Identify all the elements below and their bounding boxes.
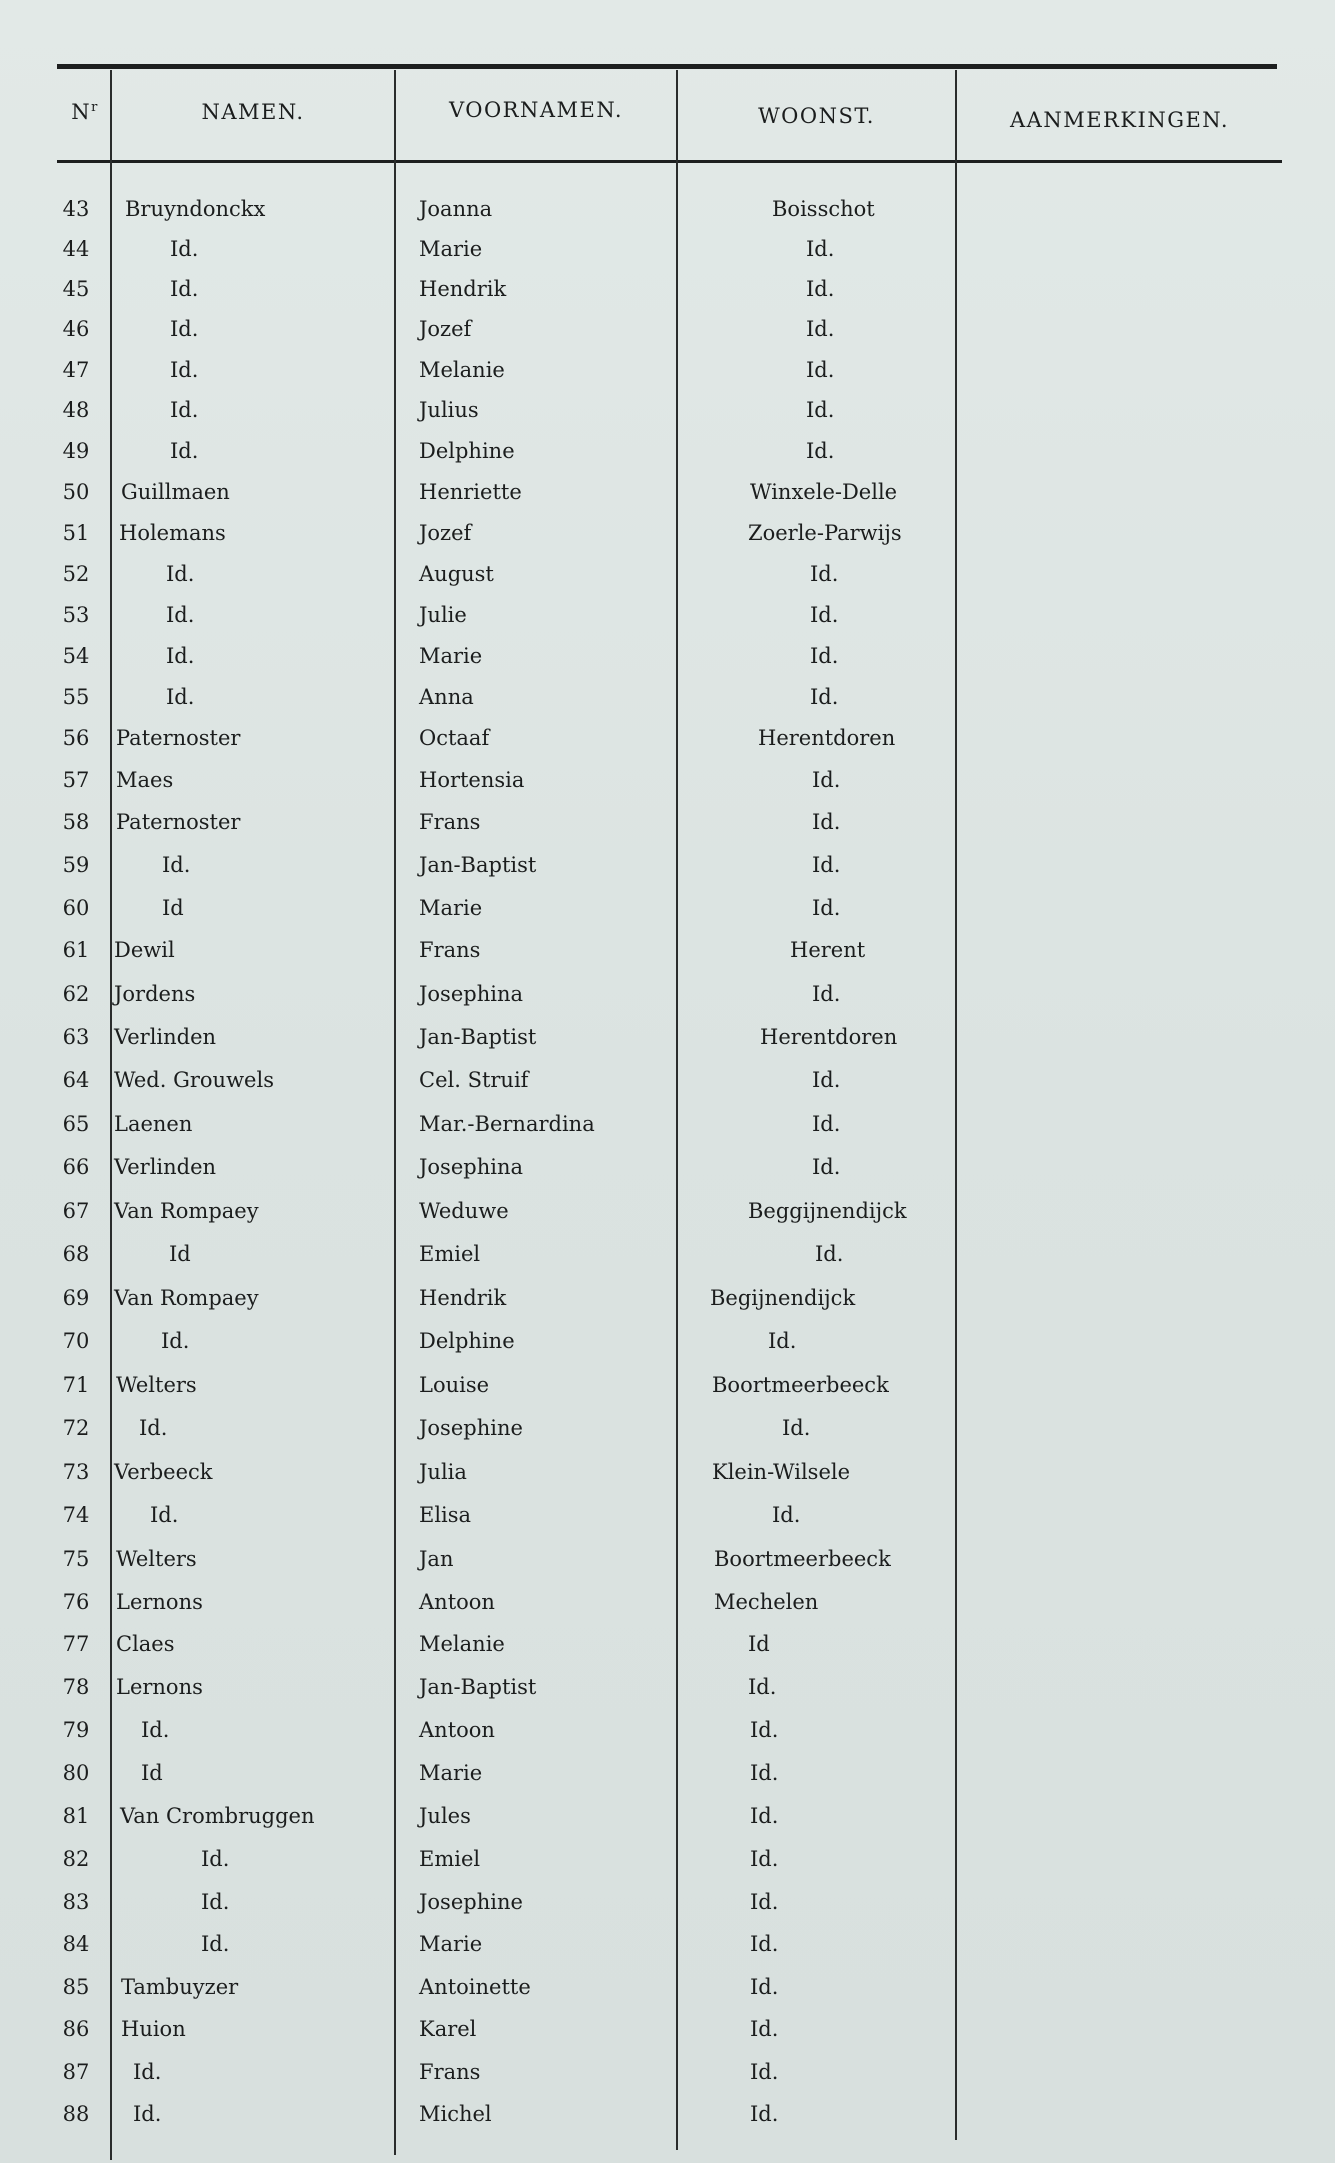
row-name: Paternoster <box>116 726 241 750</box>
header-namen: NAMEN. <box>201 100 305 124</box>
row-name: Welters <box>116 1373 197 1397</box>
table-row <box>0 1191 1335 1231</box>
row-first-name: Delphine <box>419 439 515 463</box>
row-number: 68 <box>62 1242 90 1266</box>
row-first-name: Antoon <box>419 1590 495 1614</box>
row-residence: Id. <box>750 2060 779 2084</box>
row-first-name: Marie <box>419 1932 483 1956</box>
row-residence: Boortmeerbeeck <box>712 1373 889 1397</box>
row-number: 57 <box>62 768 90 792</box>
table-row <box>0 1234 1335 1274</box>
row-number: 86 <box>62 2017 90 2041</box>
row-residence: Winxele-Delle <box>750 480 898 504</box>
row-first-name: Jan-Baptist <box>419 1025 537 1049</box>
row-residence: Id. <box>806 439 835 463</box>
row-residence: Id. <box>812 1155 841 1179</box>
row-residence: Herentdoren <box>758 726 896 750</box>
row-first-name: Jozef <box>419 521 472 545</box>
row-name: Jordens <box>114 982 196 1006</box>
row-number: 83 <box>62 1890 90 1914</box>
row-residence: Id. <box>750 1975 779 1999</box>
table-row <box>0 1365 1335 1405</box>
header-aanmerkingen: AANMERKINGEN. <box>1009 108 1230 132</box>
row-first-name: Henriette <box>419 480 522 504</box>
row-number: 66 <box>62 1155 90 1179</box>
table-row <box>0 1147 1335 1187</box>
table-row <box>0 189 1335 229</box>
row-residence: Begijnendijck <box>710 1286 856 1310</box>
row-residence: Id. <box>750 1847 779 1871</box>
row-number: 77 <box>62 1632 90 1656</box>
header-woonst: WOONST. <box>758 104 875 128</box>
table-row <box>0 390 1335 430</box>
row-residence: Beggijnendijck <box>748 1199 907 1223</box>
row-residence: Herentdoren <box>760 1025 898 1049</box>
row-residence: Id. <box>812 1112 841 1136</box>
table-row <box>0 229 1335 269</box>
row-name: Paternoster <box>116 810 241 834</box>
table-row <box>0 1452 1335 1492</box>
row-name: Id. <box>141 1718 170 1742</box>
row-name: Bruyndonckx <box>125 197 266 221</box>
row-name: Id. <box>201 1932 230 1956</box>
row-number: 55 <box>62 685 90 709</box>
table-row <box>0 1753 1335 1793</box>
table-row <box>0 1796 1335 1836</box>
row-residence: Id. <box>750 1804 779 1828</box>
row-number: 44 <box>62 237 90 261</box>
table-row <box>0 1408 1335 1448</box>
row-number: 53 <box>62 603 90 627</box>
row-residence: Herent <box>790 938 866 962</box>
row-number: 52 <box>62 562 90 586</box>
row-first-name: Jan-Baptist <box>419 1675 537 1699</box>
row-name: Claes <box>116 1632 175 1656</box>
row-name: Id. <box>166 685 195 709</box>
table-row <box>0 2094 1335 2134</box>
row-number: 56 <box>62 726 90 750</box>
table-row <box>0 1582 1335 1622</box>
row-residence: Id. <box>810 685 839 709</box>
row-first-name: Marie <box>419 896 483 920</box>
row-residence: Id. <box>806 277 835 301</box>
row-name: Id. <box>161 1329 190 1353</box>
row-first-name: Josephina <box>419 982 523 1006</box>
row-residence: Boortmeerbeeck <box>714 1547 891 1571</box>
row-name: Id. <box>162 853 191 877</box>
row-number: 46 <box>62 317 90 341</box>
row-number: 47 <box>62 358 90 382</box>
row-name: Id <box>141 1761 163 1785</box>
table-row <box>0 1104 1335 1144</box>
row-number: 85 <box>62 1975 90 1999</box>
row-name: Van Rompaey <box>114 1286 259 1310</box>
row-name: Holemans <box>119 521 226 545</box>
row-residence: Id. <box>806 358 835 382</box>
row-first-name: Karel <box>419 2017 477 2041</box>
row-number: 72 <box>62 1416 90 1440</box>
row-number: 64 <box>62 1068 90 1092</box>
table-row <box>0 1017 1335 1057</box>
row-number: 79 <box>62 1718 90 1742</box>
row-name: Wed. Grouwels <box>114 1068 274 1092</box>
row-number: 61 <box>62 938 90 962</box>
row-residence: Id. <box>812 1068 841 1092</box>
table-row <box>0 1495 1335 1535</box>
row-first-name: Frans <box>419 810 481 834</box>
row-number: 70 <box>62 1329 90 1353</box>
row-number: 62 <box>62 982 90 1006</box>
row-name: Id. <box>166 562 195 586</box>
row-first-name: Josephine <box>419 1890 523 1914</box>
row-name: Id. <box>150 1503 179 1527</box>
row-residence: Id. <box>750 1761 779 1785</box>
row-name: Tambuyzer <box>121 1975 239 1999</box>
table-row <box>0 1667 1335 1707</box>
row-first-name: Anna <box>419 685 474 709</box>
row-first-name: Hortensia <box>419 768 525 792</box>
row-first-name: Julia <box>419 1460 467 1484</box>
row-number: 69 <box>62 1286 90 1310</box>
row-first-name: Emiel <box>419 1847 481 1871</box>
row-first-name: Delphine <box>419 1329 515 1353</box>
row-first-name: Frans <box>419 2060 481 2084</box>
row-first-name: Jan <box>419 1547 454 1571</box>
row-number: 59 <box>62 853 90 877</box>
row-residence: Id. <box>810 644 839 668</box>
table-row <box>0 677 1335 717</box>
table-row <box>0 2009 1335 2049</box>
row-first-name: Melanie <box>419 358 505 382</box>
row-number: 49 <box>62 439 90 463</box>
row-first-name: Marie <box>419 1761 483 1785</box>
row-first-name: Michel <box>419 2102 492 2126</box>
row-first-name: Weduwe <box>419 1199 509 1223</box>
row-residence: Id. <box>815 1242 844 1266</box>
table-row <box>0 309 1335 349</box>
row-first-name: Louise <box>419 1373 490 1397</box>
row-residence: Id. <box>750 1890 779 1914</box>
row-name: Id. <box>170 317 199 341</box>
table-row <box>0 845 1335 885</box>
row-residence: Mechelen <box>714 1590 819 1614</box>
row-residence: Id. <box>812 896 841 920</box>
row-name: Van Rompaey <box>114 1199 259 1223</box>
row-name: Id. <box>166 603 195 627</box>
table-row <box>0 1839 1335 1879</box>
row-name: Id. <box>201 1890 230 1914</box>
table-row <box>0 269 1335 309</box>
table-row <box>0 1321 1335 1361</box>
row-residence: Id. <box>748 1675 777 1699</box>
row-first-name: Melanie <box>419 1632 505 1656</box>
row-number: 67 <box>62 1199 90 1223</box>
row-number: 88 <box>62 2102 90 2126</box>
row-name: Van Crombruggen <box>120 1804 315 1828</box>
row-name: Guillmaen <box>121 480 230 504</box>
row-name: Verbeeck <box>114 1460 213 1484</box>
table-row <box>0 1924 1335 1964</box>
row-name: Lernons <box>116 1590 203 1614</box>
table-row <box>0 802 1335 842</box>
table-row <box>0 760 1335 800</box>
table-row <box>0 1967 1335 2007</box>
row-name: Id. <box>166 644 195 668</box>
table-row <box>0 554 1335 594</box>
row-first-name: Marie <box>419 644 483 668</box>
row-residence: Id. <box>812 768 841 792</box>
row-residence: Id. <box>806 237 835 261</box>
row-name: Welters <box>116 1547 197 1571</box>
row-number: 65 <box>62 1112 90 1136</box>
row-residence: Id. <box>812 810 841 834</box>
table-row <box>0 513 1335 553</box>
row-number: 82 <box>62 1847 90 1871</box>
row-name: Laenen <box>114 1112 193 1136</box>
row-first-name: Jan-Baptist <box>419 853 537 877</box>
header-voornamen: VOORNAMEN. <box>448 98 624 122</box>
row-number: 51 <box>62 521 90 545</box>
row-first-name: Josephine <box>419 1416 523 1440</box>
row-name: Dewil <box>114 938 175 962</box>
row-residence: Id. <box>782 1416 811 1440</box>
row-number: 60 <box>62 896 90 920</box>
row-number: 63 <box>62 1025 90 1049</box>
row-name: Verlinden <box>114 1155 217 1179</box>
row-name: Id. <box>139 1416 168 1440</box>
table-row <box>0 930 1335 970</box>
row-number: 87 <box>62 2060 90 2084</box>
table-row <box>0 1539 1335 1579</box>
row-residence: Boisschot <box>772 197 875 221</box>
row-name: Id. <box>170 439 199 463</box>
table-row <box>0 1278 1335 1318</box>
row-residence: Id. <box>806 317 835 341</box>
row-number: 45 <box>62 277 90 301</box>
row-name: Id. <box>133 2102 162 2126</box>
row-first-name: Octaaf <box>419 726 490 750</box>
row-number: 58 <box>62 810 90 834</box>
row-first-name: Emiel <box>419 1242 481 1266</box>
row-first-name: Antoinette <box>419 1975 531 1999</box>
row-name: Id. <box>170 277 199 301</box>
row-first-name: Joanna <box>419 197 493 221</box>
table-row <box>0 350 1335 390</box>
row-first-name: Jules <box>419 1804 471 1828</box>
row-first-name: Josephina <box>419 1155 523 1179</box>
row-residence: Id. <box>810 562 839 586</box>
table-row <box>0 1882 1335 1922</box>
header-nr-label: N <box>71 100 92 124</box>
table-row <box>0 1060 1335 1100</box>
row-residence: Id. <box>806 398 835 422</box>
table-row <box>0 431 1335 471</box>
table-row <box>0 595 1335 635</box>
row-first-name: Hendrik <box>419 1286 507 1310</box>
row-residence: Id. <box>750 1718 779 1742</box>
row-number: 48 <box>62 398 90 422</box>
table-row <box>0 718 1335 758</box>
row-first-name: Hendrik <box>419 277 507 301</box>
row-number: 71 <box>62 1373 90 1397</box>
row-first-name: Antoon <box>419 1718 495 1742</box>
row-name: Id. <box>201 1847 230 1871</box>
row-number: 78 <box>62 1675 90 1699</box>
row-residence: Zoerle-Parwijs <box>748 521 902 545</box>
row-number: 75 <box>62 1547 90 1571</box>
row-first-name: Frans <box>419 938 481 962</box>
row-number: 73 <box>62 1460 90 1484</box>
row-name: Lernons <box>116 1675 203 1699</box>
table-row <box>0 472 1335 512</box>
row-number: 84 <box>62 1932 90 1956</box>
table-row <box>0 636 1335 676</box>
row-name: Id. <box>133 2060 162 2084</box>
table-row <box>0 2052 1335 2092</box>
row-first-name: Mar.-Bernardina <box>419 1112 595 1136</box>
row-residence: Id. <box>812 982 841 1006</box>
row-number: 80 <box>62 1761 90 1785</box>
row-residence: Klein-Wilsele <box>712 1460 851 1484</box>
row-number: 54 <box>62 644 90 668</box>
row-name: Id. <box>170 237 199 261</box>
row-residence: Id. <box>812 853 841 877</box>
row-residence: Id <box>748 1632 770 1656</box>
row-residence: Id. <box>768 1329 797 1353</box>
row-name: Maes <box>116 768 174 792</box>
row-first-name: Cel. Struif <box>419 1068 529 1092</box>
row-residence: Id. <box>810 603 839 627</box>
row-name: Huion <box>121 2017 186 2041</box>
row-name: Id <box>169 1242 191 1266</box>
row-first-name: August <box>419 562 494 586</box>
row-name: Id. <box>170 398 199 422</box>
row-first-name: Marie <box>419 237 483 261</box>
row-first-name: Elisa <box>419 1503 472 1527</box>
table-row <box>0 888 1335 928</box>
table-row <box>0 974 1335 1014</box>
row-name: Id. <box>170 358 199 382</box>
row-residence: Id. <box>750 2017 779 2041</box>
row-number: 50 <box>62 480 90 504</box>
row-number: 74 <box>62 1503 90 1527</box>
header-nr-superscript: r <box>91 100 99 115</box>
row-number: 76 <box>62 1590 90 1614</box>
table-row <box>0 1710 1335 1750</box>
table-row <box>0 1624 1335 1664</box>
row-first-name: Julius <box>419 398 479 422</box>
row-residence: Id. <box>772 1503 801 1527</box>
row-number: 81 <box>62 1804 90 1828</box>
row-residence: Id. <box>750 2102 779 2126</box>
row-first-name: Jozef <box>419 317 472 341</box>
row-first-name: Julie <box>419 603 467 627</box>
row-name: Id <box>162 896 184 920</box>
row-residence: Id. <box>750 1932 779 1956</box>
row-name: Verlinden <box>114 1025 217 1049</box>
row-number: 43 <box>62 197 90 221</box>
